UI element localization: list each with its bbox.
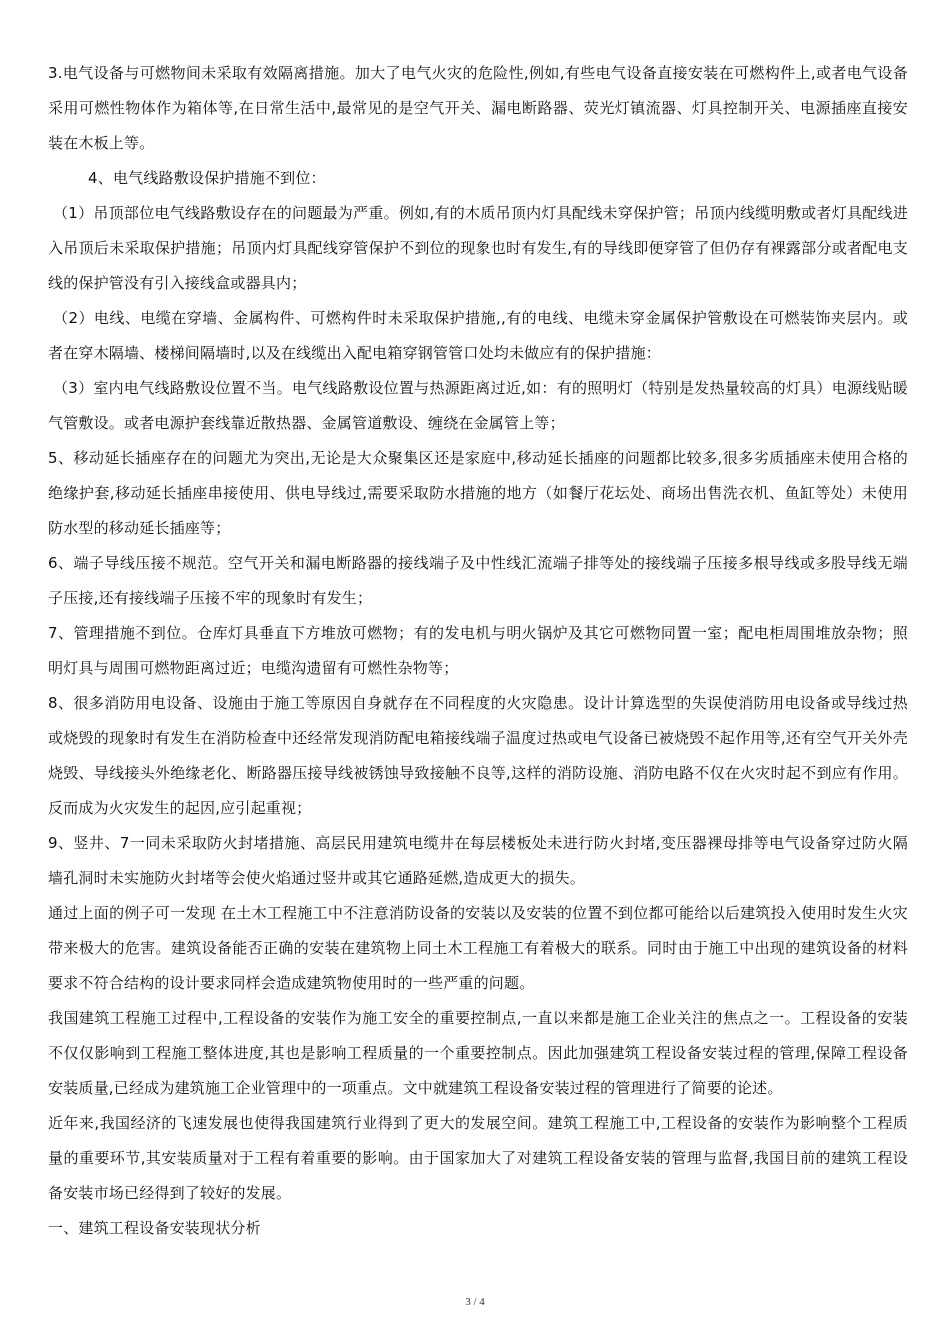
paragraph-subitem-3: （3）室内电气线路敷设位置不当。电气线路敷设位置与热源距离过近,如：有的照明灯（特别是发热量较高的灯具）电源线贴暖气管敷设。或者电源护套线靠近散热器、金属管道敷设、缠绕在金属管上等； (48, 379, 908, 432)
paragraph-item-8: 8、很多消防用电设备、设施由于施工等原因自身就存在不同程度的火灾隐患。设计计算选型的失误使消防用电设备或导线过热或烧毁的现象时有发生在消防检查中还经常发现消防配电箱接线端子温度过热或电气设备已被烧毁不起作用等,还有空气开关外壳烧毁、导线接头外绝缘老化、断路器压接导线被锈蚀导致接触不良等,这样的消防设施、消防电路不仅在火灾时起不到应有作用。反而成为火灾发生的起因,应引起重视； (48, 694, 908, 817)
page-number: 3 / 4 (465, 1296, 485, 1308)
paragraph-summary: 通过上面的例子可一发现 在土木工程施工中不注意消防设备的安装以及安装的位置不到位都可能给以后建筑投入使用时发生火灾带来极大的危害。建筑设备能否正确的安装在建筑物上同土木工程施工有着极大的联系。同时由于施工中出现的建筑设备的材料要求不符合结构的设计要求同样会造成建筑物使用时的一些严重的问题。 (48, 904, 908, 992)
paragraph-subitem-1: （1）吊顶部位电气线路敷设存在的问题最为严重。例如,有的木质吊顶内灯具配线未穿保护管；吊顶内线缆明敷或者灯具配线进入吊顶后未采取保护措施；吊顶内灯具配线穿管保护不到位的现象也时有发生,有的导线即便穿管了但仍存有裸露部分或者配电支线的保护管没有引入接线盒或器具内； (48, 204, 908, 292)
section-heading: 一、建筑工程设备安装现状分析 (48, 1219, 261, 1237)
paragraph-item-9: 9、竖井、7一同未采取防火封堵措施、高层民用建筑电缆井在每层楼板处未进行防火封堵,变压器裸母排等电气设备穿过防火隔墙孔洞时未实施防火封堵等会使火焰通过竖井或其它通路延燃,造成更大的损失。 (48, 834, 908, 887)
paragraph-item-5: 5、移动延长插座存在的问题尤为突出,无论是大众聚集区还是家庭中,移动延长插座的问题都比较多,很多劣质插座未使用合格的绝缘护套,移动延长插座串接使用、供电导线过,需要采取防水措施的地方（如餐厅花坛处、商场出售洗衣机、鱼缸等处）未使用防水型的移动延长插座等； (48, 449, 908, 537)
paragraph-item-4-heading: 4、电气线路敷设保护措施不到位： (88, 169, 326, 187)
paragraph-management: 我国建筑工程施工过程中,工程设备的安装作为施工安全的重要控制点,一直以来都是施工企业关注的焦点之一。工程设备的安装不仅仅影响到工程施工整体进度,其也是影响工程质量的一个重要控制点。因此加强建筑工程设备安装过程的管理,保障工程设备安装质量,已经成为建筑施工企业管理中的一项重点。文中就建筑工程设备安装过程的管理进行了简要的论述。 (48, 1009, 908, 1097)
paragraph-item-3: 3.电气设备与可燃物间未采取有效隔离措施。加大了电气火灾的危险性,例如,有些电气设备直接安装在可燃构件上,或者电气设备采用可燃性物体作为箱体等,在日常生活中,最常见的是空气开关、漏电断路器、荧光灯镇流器、灯具控制开关、电源插座直接安装在木板上等。 (48, 64, 908, 152)
document-body (48, 56, 908, 1246)
paragraph-item-7: 7、管理措施不到位。仓库灯具垂直下方堆放可燃物；有的发电机与明火锅炉及其它可燃物同置一室；配电柜周围堆放杂物；照明灯具与周围可燃物距离过近；电缆沟遗留有可燃性杂物等； (48, 624, 908, 677)
paragraph-development: 近年来,我国经济的飞速发展也使得我国建筑行业得到了更大的发展空间。建筑工程施工中,工程设备的安装作为影响整个工程质量的重要环节,其安装质量对于工程有着重要的影响。由于国家加大了对建筑工程设备安装的管理与监督,我国目前的建筑工程设备安装市场已经得到了较好的发展。 (48, 1114, 908, 1202)
paragraph-subitem-2: （2）电线、电缆在穿墙、金属构件、可燃构件时未采取保护措施,,有的电线、电缆未穿金属保护管敷设在可燃装饰夹层内。或者在穿木隔墙、楼梯间隔墙时,以及在线缆出入配电箱穿钢管管口处均未做应有的保护措施： (48, 309, 908, 362)
paragraph-item-6: 6、端子导线压接不规范。空气开关和漏电断路器的接线端子及中性线汇流端子排等处的接线端子压接多根导线或多股导线无端子压接,还有接线端子压接不牢的现象时有发生； (48, 554, 908, 607)
